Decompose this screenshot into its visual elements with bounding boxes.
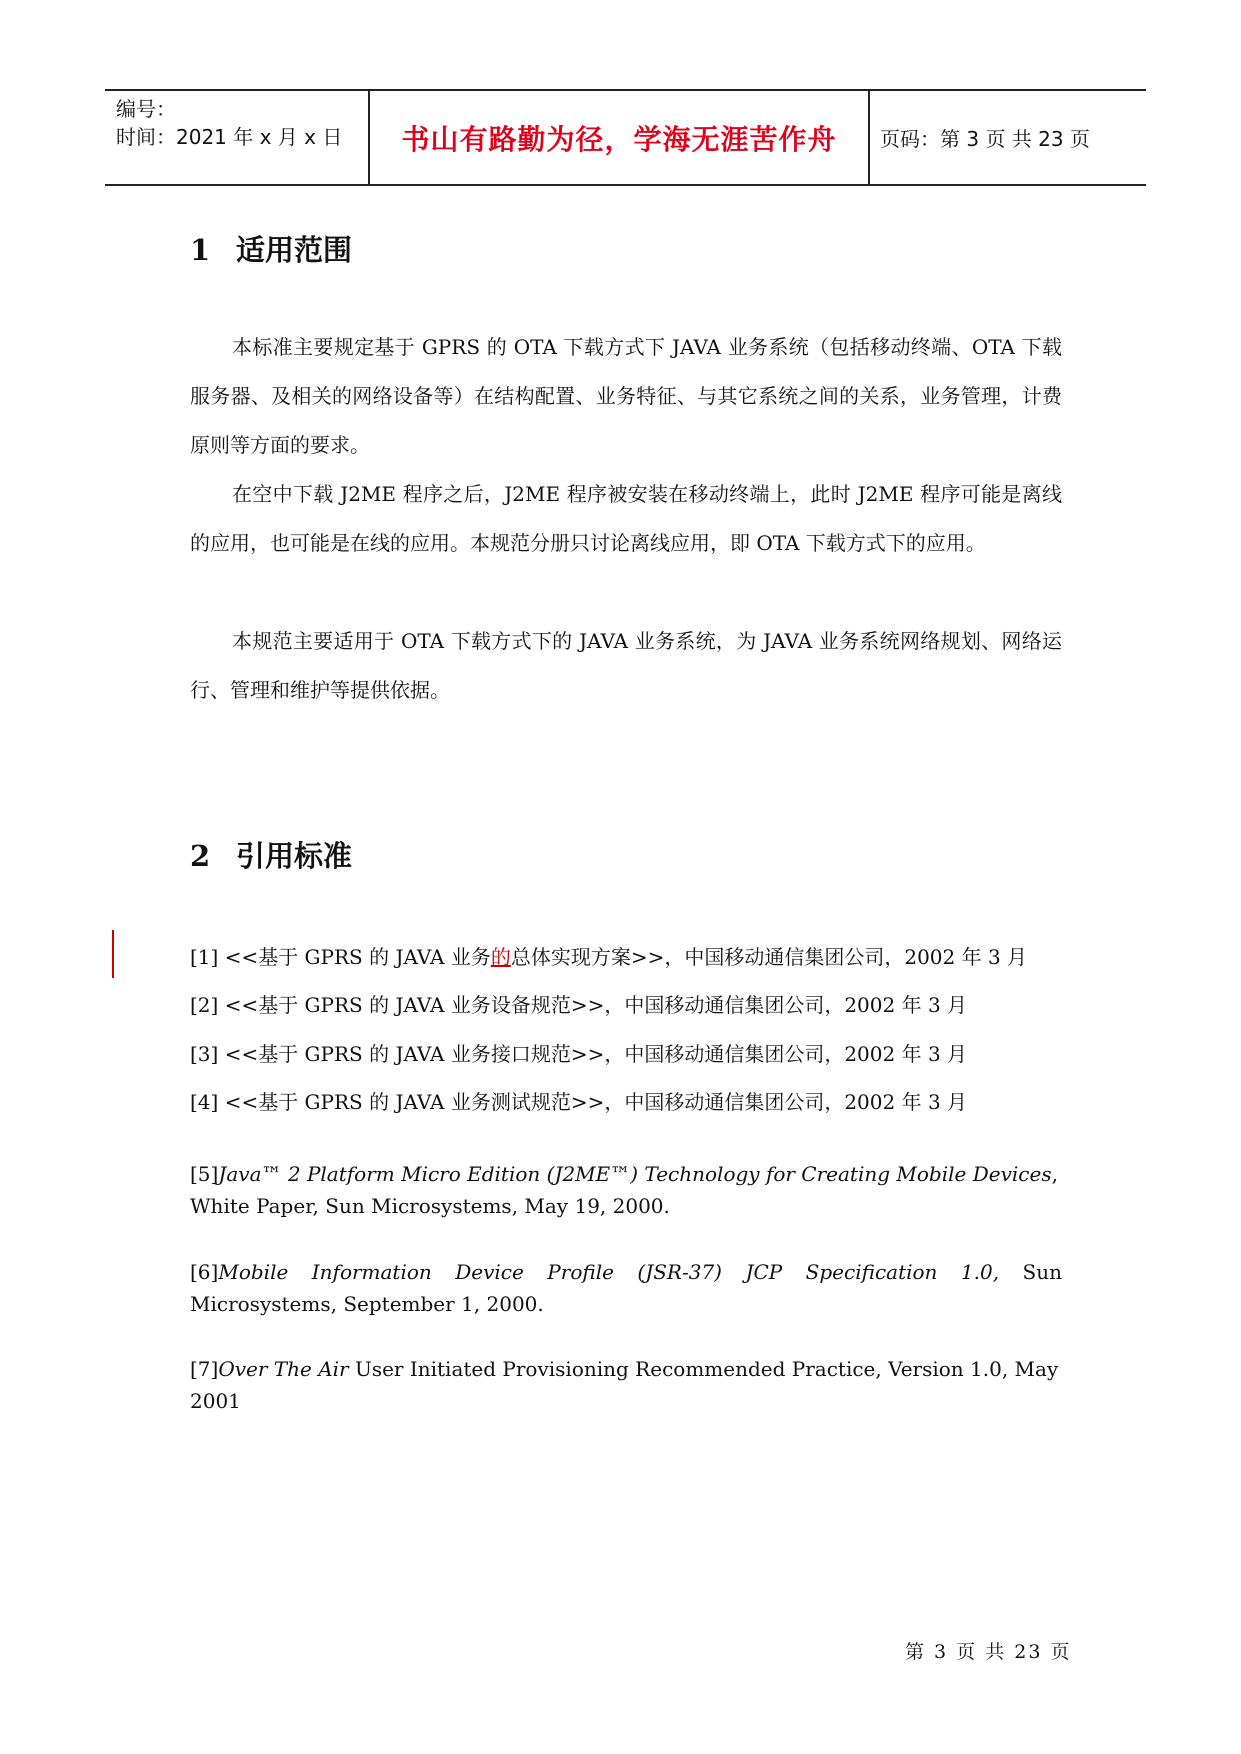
section-2-heading xyxy=(190,834,352,875)
section-2-number: 2 xyxy=(190,839,211,873)
page-header xyxy=(105,89,1146,186)
reference-1-tracked-change: 的 xyxy=(490,945,511,969)
section-1-paragraph-3: 本规范主要适用于 OTA 下载方式下的 JAVA 业务系统，为 JAVA 业务系统网络规划、网络运行、管理和维护等提供依据。 xyxy=(190,629,1062,702)
reference-4: [4] <<基于 GPRS 的 JAVA 业务测试规范>>，中国移动通信集团公司，2002 年 3 月 xyxy=(190,1090,968,1114)
reference-5-details: , White Paper, Sun Microsystems, May 19, 2000. xyxy=(190,1162,1058,1218)
reference-6-title: Mobile Information Device Profile (JSR-37) JCP Specification 1.0, xyxy=(218,1260,1000,1284)
doc-time-label: 时间：2021 年 x 月 x 日 xyxy=(116,125,343,149)
reference-1 xyxy=(190,941,1062,973)
revision-mark xyxy=(112,930,114,978)
section-1-number: 1 xyxy=(190,233,211,267)
reference-1-text-rest: 总体实现方案>>，中国移动通信集团公司，2002 年 3 月 xyxy=(510,945,1028,969)
header-motto: 书山有路勤为径，学海无涯苦作舟 xyxy=(401,122,837,156)
header-left-cell xyxy=(105,91,368,184)
doc-number-label: 编号： xyxy=(116,97,176,121)
reference-5 xyxy=(190,1158,1062,1222)
section-1-title: 适用范围 xyxy=(236,233,353,267)
reference-2: [2] <<基于 GPRS 的 JAVA 业务设备规范>>，中国移动通信集团公司，2002 年 3 月 xyxy=(190,993,968,1017)
section-2-title: 引用标准 xyxy=(236,839,353,873)
reference-7 xyxy=(190,1353,1062,1417)
reference-5-title: Java™ 2 Platform Micro Edition (J2ME™) Technology for Creating Mobile Devices xyxy=(218,1162,1052,1186)
reference-5-number: [5] xyxy=(190,1162,219,1186)
reference-1-text: [1] <<基于 GPRS 的 JAVA 业务 xyxy=(190,945,491,969)
reference-7-number: [7] xyxy=(190,1357,219,1381)
reference-3: [3] <<基于 GPRS 的 JAVA 业务接口规范>>，中国移动通信集团公司，2002 年 3 月 xyxy=(190,1042,968,1066)
section-1-paragraph-1: 本标准主要规定基于 GPRS 的 OTA 下载方式下 JAVA 业务系统（包括移动终端、OTA 下载服务器、及相关的网络设备等）在结构配置、业务特征、与其它系统之间的关系，业务管理，计费原则等方面的要求。 xyxy=(190,335,1062,457)
header-page-info: 页码：第 3 页 共 23 页 xyxy=(880,127,1090,151)
header-page-cell xyxy=(868,91,1146,184)
reference-6 xyxy=(190,1256,1062,1320)
reference-6-details: Sun Microsystems, September 1, 2000. xyxy=(190,1260,1062,1316)
reference-6-number: [6] xyxy=(190,1260,219,1284)
page-footer: 第 3 页 共 23 页 xyxy=(905,1641,1072,1663)
section-1-paragraph-2: 在空中下载 J2ME 程序之后，J2ME 程序被安装在移动终端上，此时 J2ME 程序可能是离线的应用，也可能是在线的应用。本规范分册只讨论离线应用，即 OTA 下载方式下的应用。 xyxy=(190,482,1062,555)
section-1-heading xyxy=(190,228,352,269)
header-motto-cell xyxy=(368,91,870,184)
reference-7-title: Over The Air xyxy=(218,1357,349,1381)
reference-7-details: User Initiated Provisioning Recommended Practice, Version 1.0, May 2001 xyxy=(190,1357,1059,1413)
